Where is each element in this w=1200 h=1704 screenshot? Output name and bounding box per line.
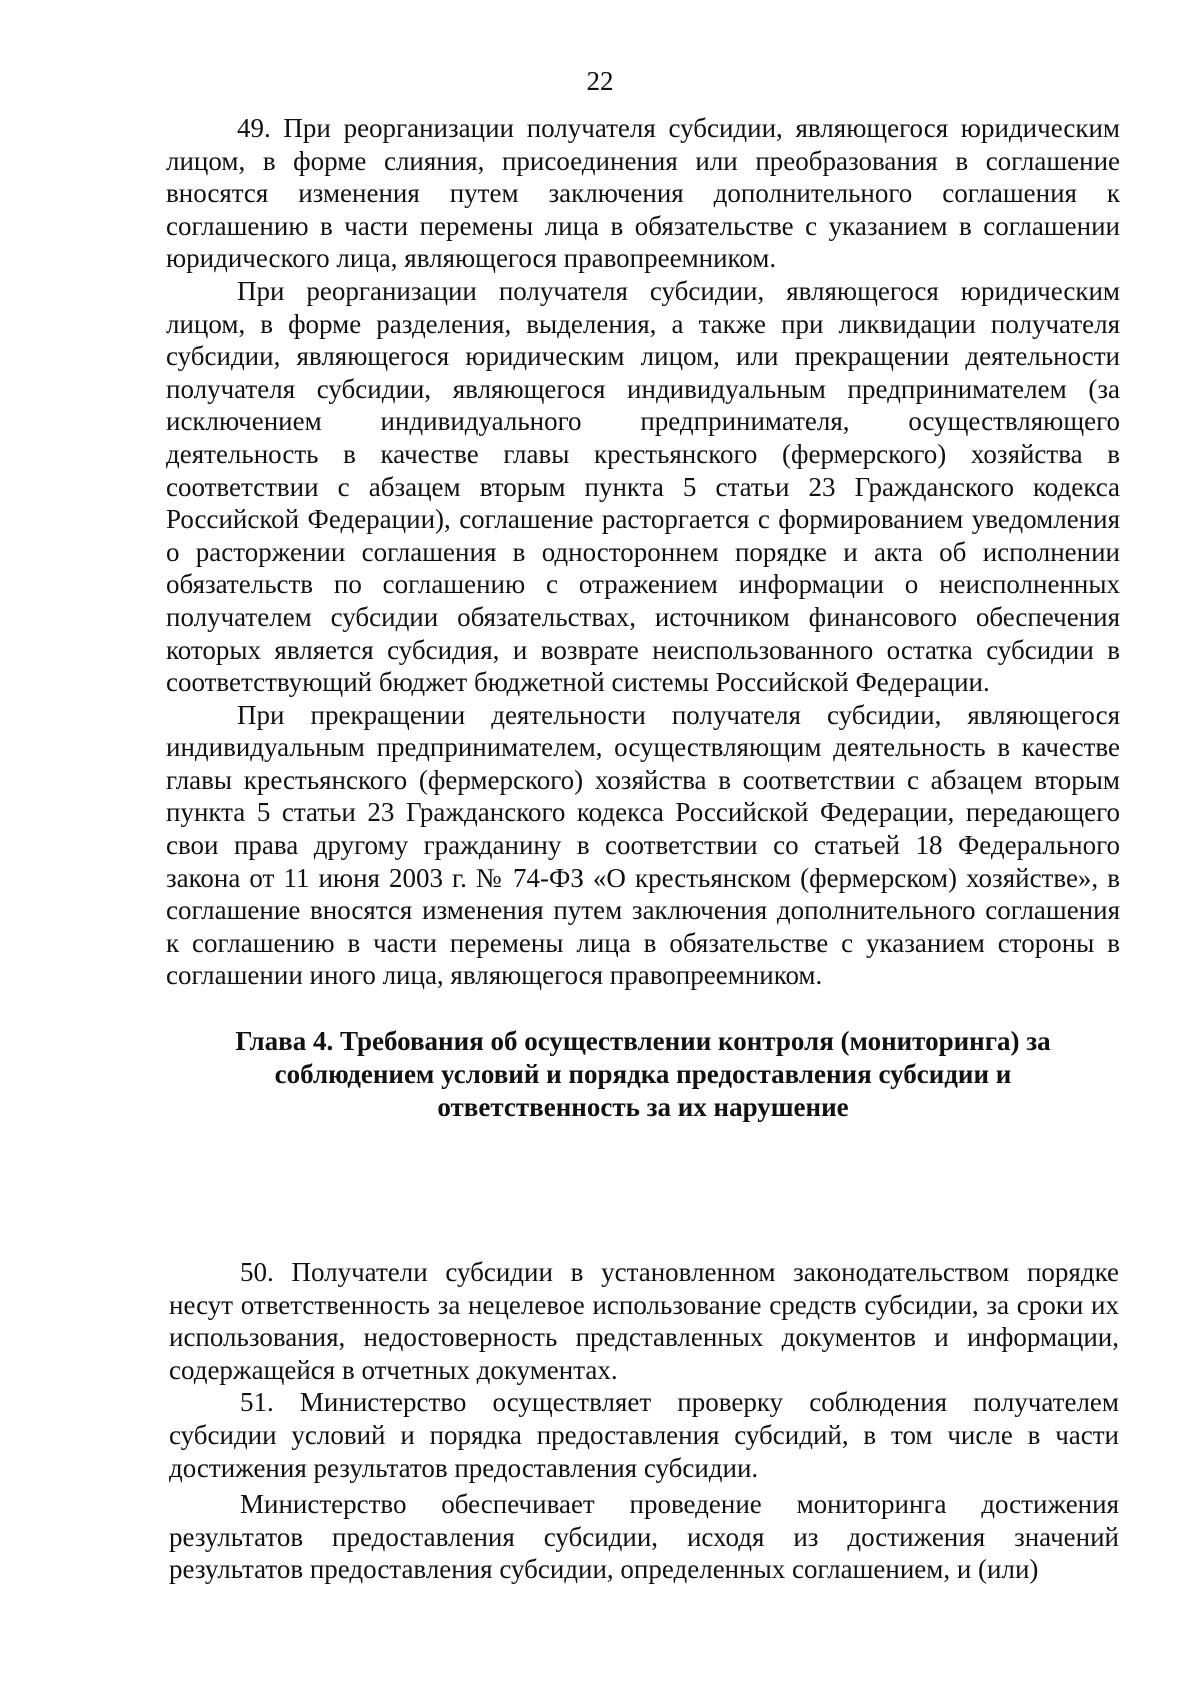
document-body-bottom — [169, 1256, 1119, 1586]
paragraph-monitoring: Министерство обеспечивает проведение мониторинга достижения результатов предоставления субсидии, исходя из достижения значений результатов предоставления субсидии, определенных соглашением, и (или) — [169, 1489, 1119, 1585]
page-number: 22 — [586, 66, 614, 96]
paragraph-49: 49. При реорганизации получателя субсидии, являющегося юридическим лицом, в форме слияния, присоединения или преобразования в соглашение вносятся изменения путем заключения дополнительного соглашения к соглашению в части перемены лица в обязательстве с указанием в соглашении юридического лица, являющегося правопреемником. — [166, 113, 1120, 274]
paragraph-reorganization-division: При реорганизации получателя субсидии, являющегося юридическим лицом, в форме разделения, выделения, а также при ликвидации получателя субсидии, являющегося юридическим лицом, или прекращении деятельности получателя субсидии, являющегося индивидуальным предпринимателем (за исключением индивидуального предпринимателя, осуществляющего деятельность в качестве главы крестьянского (фермерского) хозяйства в соответствии с абзацем вторым пункта 5 статьи 23 Гражданского кодекса Российской Федерации), соглашение расторгается с формированием уведомления о расторжении соглашения в одностороннем порядке и акта об исполнении обязательств по соглашению с отражением информации о неисполненных получателем субсидии обязательствах, источником финансового обеспечения которых является субсидия, и возврате неиспользованного остатка субсидии в соответствующий бюджет бюджетной системы Российской Федерации. — [166, 275, 1120, 698]
paragraph-50: 50. Получатели субсидии в установленном законодательством порядке несут ответственность за нецелевое использование средств субсидии, за сроки их использования, недостоверность представленных документов и информации, содержащейся в отчетных документах. — [169, 1257, 1119, 1385]
chapter-4-heading: Глава 4. Требования об осуществлении контроля (мониторинга) за соблюдением условий и порядка предоставления субсидии и ответственность за их нарушение — [235, 1026, 1051, 1123]
paragraph-51: 51. Министерство осуществляет проверку соблюдения получателем субсидии условий и порядка предоставления субсидий, в том числе в части достижения результатов предоставления субсидии. — [169, 1387, 1119, 1483]
document-body-top — [166, 112, 1120, 1154]
paragraph-termination-farm: При прекращении деятельности получателя субсидии, являющегося индивидуальным предпринимателем, осуществляющим деятельность в качестве главы крестьянского (фермерского) хозяйства в соответствии с абзацем вторым пункта 5 статьи 23 Гражданского кодекса Российской Федерации, передающего свои права другому гражданину в соответствии со статьей 18 Федерального закона от 11 июня 2003 г. № 74-ФЗ «О крестьянском (фермерском) хозяйстве», в соглашение вносятся изменения путем заключения дополнительного соглашения к соглашению в части перемены лица в обязательстве с указанием стороны в соглашении иного лица, являющегося правопреемником. — [166, 699, 1120, 991]
